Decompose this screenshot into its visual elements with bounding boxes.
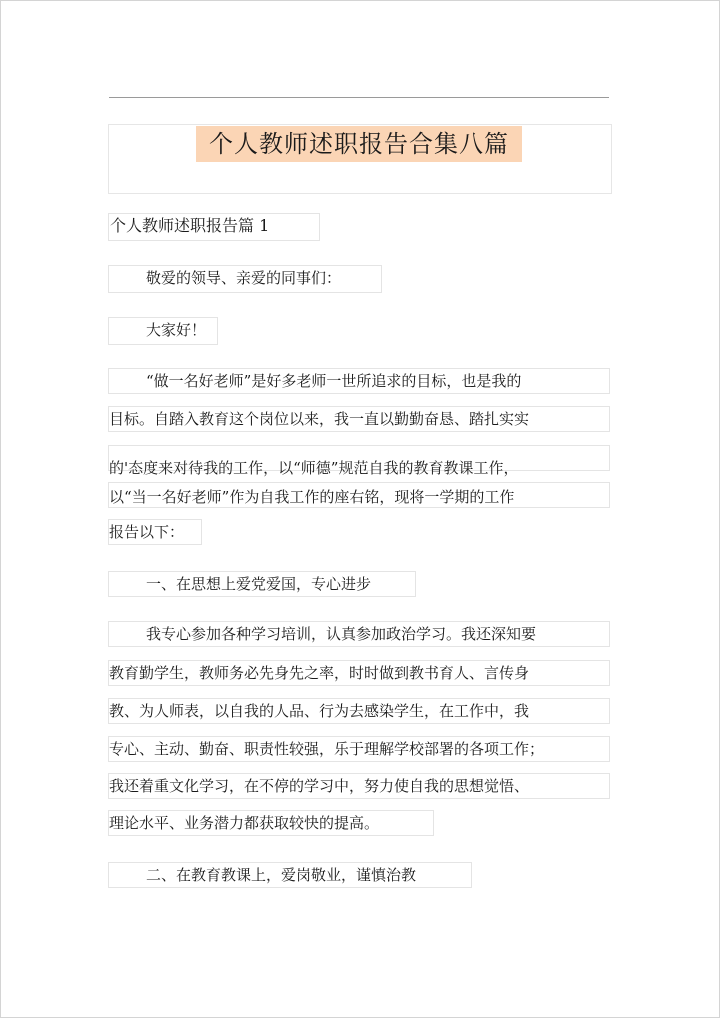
intro-line: 的'态度来对待我的工作，以“师德”规范自我的教育教课工作，: [109, 459, 519, 477]
document-title: 个人教师述职报告合集八篇: [196, 126, 522, 162]
section-heading: 个人教师述职报告篇 1: [110, 216, 270, 235]
paragraph-line: 专心、主动、勤奋、职责性较强，乐于理解学校部署的各项工作；: [109, 740, 545, 758]
paragraph-line: 我还着重文化学习，在不停的学习中，努力使自我的思想觉悟、: [109, 777, 530, 795]
paragraph-line: 教育勤学生，教师务必先身先之率，时时做到教书育人、言传身: [109, 664, 530, 682]
intro-line: 目标。自踏入教育这个岗位以来，我一直以勤勤奋恳、踏扎实实: [109, 410, 530, 428]
greeting: 大家好！: [146, 321, 207, 339]
paragraph-line: 教、为人师表，以自我的人品、行为去感染学生，在工作中，我: [109, 702, 530, 720]
header-rule: [109, 97, 609, 98]
paragraph-line: 我专心参加各种学习培训，认真参加政治学习。我还深知要: [146, 625, 537, 643]
salutation: 敬爱的领导、亲爱的同事们：: [146, 269, 342, 287]
intro-line: 报告以下：: [109, 523, 185, 541]
intro-line: “做一名好老师”是好多老师一世所追求的目标，也是我的: [146, 372, 522, 390]
subheading-2: 二、在教育教课上，爱岗敬业，谨慎治教: [146, 866, 417, 884]
subheading-1: 一、在思想上爱党爱国，专心进步: [146, 575, 372, 593]
paragraph-line: 理论水平、业务潜力都获取较快的提高。: [109, 814, 380, 832]
intro-line: 以“当一名好老师”作为自我工作的座右铭，现将一学期的工作: [109, 488, 515, 506]
